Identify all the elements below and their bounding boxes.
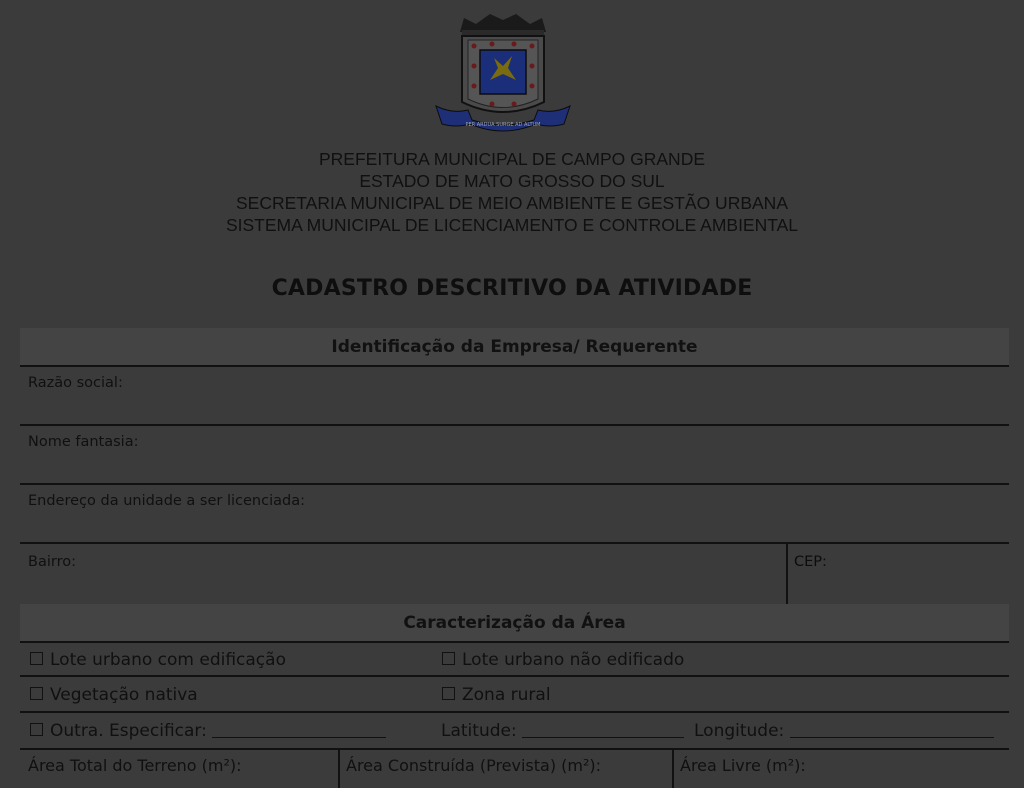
crest-motto: PER ARDUA SURGE AD ALTUM: [465, 122, 541, 128]
longitude-field[interactable]: [694, 721, 994, 741]
longitude-label: Longitude:: [694, 721, 785, 741]
row-divider: [20, 675, 1009, 677]
label-razao-social: Razão social:: [28, 375, 123, 391]
option-label: Outra. Especificar:: [50, 721, 207, 741]
row-divider: [20, 711, 1009, 713]
checkbox-icon[interactable]: [442, 687, 455, 700]
option-label: Vegetação nativa: [50, 685, 198, 705]
option-label: Zona rural: [462, 685, 551, 705]
area-construida-field[interactable]: Área Construída (Prevista) (m²):: [346, 756, 602, 775]
option-label: Lote urbano não edificado: [462, 650, 685, 670]
checkbox-icon[interactable]: [30, 723, 43, 736]
label-bairro: Bairro:: [28, 554, 76, 570]
registration-form: [20, 328, 1009, 788]
checkbox-icon[interactable]: [442, 652, 455, 665]
header-line-1: PREFEITURA MUNICIPAL DE CAMPO GRANDE: [318, 149, 706, 169]
checkbox-outra[interactable]: [30, 721, 386, 741]
section-heading-identificacao: Identificação da Empresa/ Requerente: [20, 328, 1009, 367]
checkbox-lote-urbano-edificacao[interactable]: [30, 650, 286, 670]
header: [0, 148, 1024, 236]
area-total-field[interactable]: Área Total do Terreno (m²):: [28, 756, 242, 775]
coat-of-arms-icon: [432, 10, 574, 136]
document-title: CADASTRO DESCRITIVO DA ATIVIDADE: [271, 276, 753, 301]
row-divider: [20, 748, 1009, 750]
area-livre-field[interactable]: Área Livre (m²):: [680, 756, 806, 775]
label-cep[interactable]: CEP:: [794, 554, 827, 570]
field-bairro[interactable]: [20, 544, 1009, 604]
longitude-line[interactable]: [790, 723, 994, 738]
checkbox-icon[interactable]: [30, 652, 43, 665]
latitude-label: Latitude:: [441, 721, 517, 741]
latitude-field[interactable]: [441, 721, 684, 741]
checkbox-zona-rural[interactable]: [442, 685, 551, 705]
divider: [786, 544, 788, 604]
field-razao-social[interactable]: [20, 367, 1009, 426]
outra-specify-line[interactable]: [212, 723, 386, 738]
label-nome-fantasia: Nome fantasia:: [28, 434, 139, 450]
divider: [672, 748, 674, 788]
checkbox-vegetacao-nativa[interactable]: [30, 685, 198, 705]
field-nome-fantasia[interactable]: [20, 426, 1009, 485]
section-heading-caracterizacao: Caracterização da Área: [20, 604, 1009, 643]
header-line-4: SISTEMA MUNICIPAL DE LICENCIAMENTO E CONTROLE AMBIENTAL: [225, 215, 799, 235]
divider: [338, 748, 340, 788]
field-endereco[interactable]: [20, 485, 1009, 544]
latitude-line[interactable]: [522, 723, 684, 738]
checkbox-lote-urbano-nao-edificado[interactable]: [442, 650, 684, 670]
checkbox-icon[interactable]: [30, 687, 43, 700]
option-label: Lote urbano com edificação: [50, 650, 286, 670]
header-line-2: ESTADO DE MATO GROSSO DO SUL: [359, 171, 665, 191]
label-endereco: Endereço da unidade a ser licenciada:: [28, 493, 305, 509]
header-line-3: SECRETARIA MUNICIPAL DE MEIO AMBIENTE E GESTÃO URBANA: [235, 193, 788, 213]
